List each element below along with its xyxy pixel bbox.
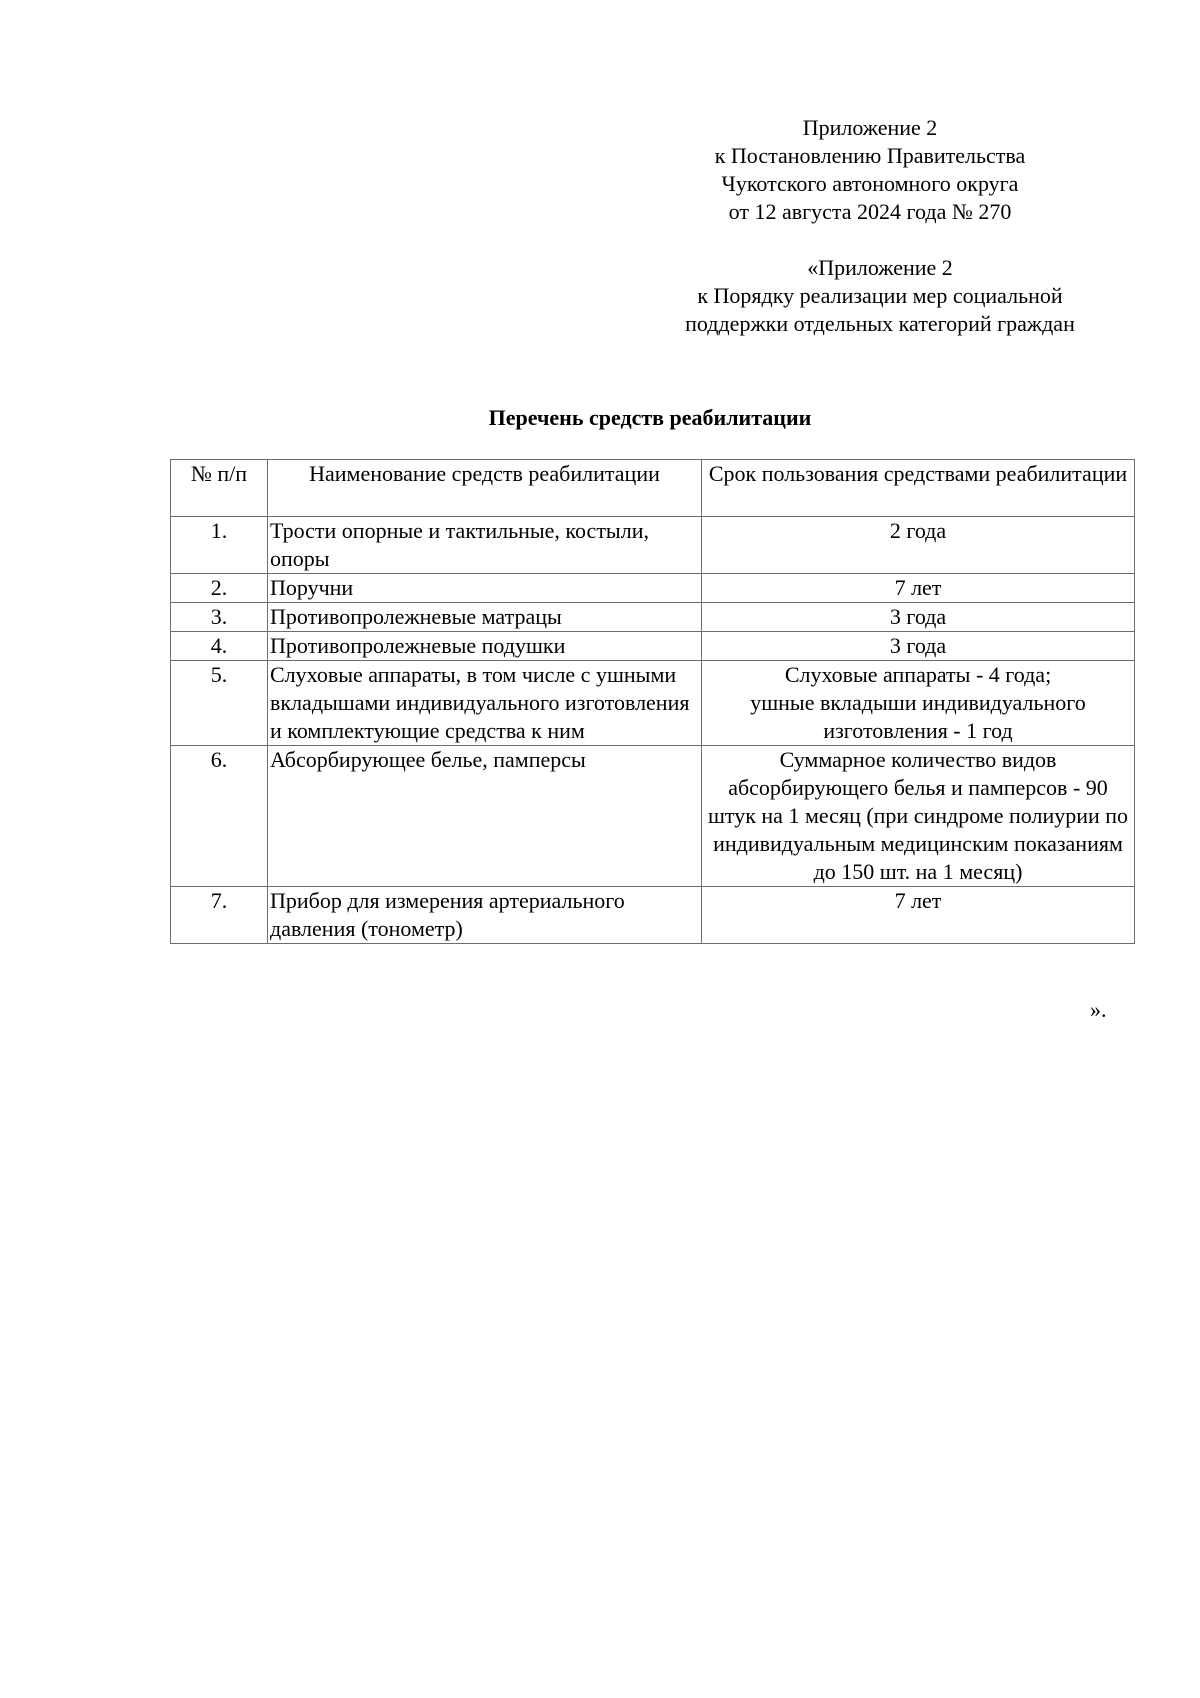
order-annex-header xyxy=(660,254,1100,338)
annex-line: от 12 августа 2024 года № 270 xyxy=(728,199,1012,224)
row-name: Прибор для измерения артериального давления (тонометр) xyxy=(268,887,702,944)
row-name: Слуховые аппараты, в том числе с ушными вкладышами индивидуального изготовления и комплектующие средства к ним xyxy=(268,661,702,746)
table-row xyxy=(171,746,1135,887)
row-number: 4. xyxy=(171,632,268,661)
row-term: 3 года xyxy=(702,632,1135,661)
row-name: Противопролежневые матрацы xyxy=(268,603,702,632)
row-number: 6. xyxy=(171,746,268,887)
annex-line: Приложение 2 xyxy=(802,115,938,140)
row-term-line: Слуховые аппараты - 4 года; xyxy=(784,662,1052,687)
row-number: 7. xyxy=(171,887,268,944)
row-number: 2. xyxy=(171,574,268,603)
row-name: Поручни xyxy=(268,574,702,603)
row-term xyxy=(702,661,1135,746)
row-name: Трости опорные и тактильные, костыли, опоры xyxy=(268,517,702,574)
column-header-number: № п/п xyxy=(171,460,268,517)
row-name: Абсорбирующее белье, памперсы xyxy=(268,746,702,887)
row-term-line: ушные вкладыши индивидуального изготовления - 1 год xyxy=(750,690,1086,743)
row-term: 7 лет xyxy=(702,887,1135,944)
order-annex-line: «Приложение 2 xyxy=(807,255,953,280)
table-row xyxy=(171,517,1135,574)
order-annex-line: поддержки отдельных категорий граждан xyxy=(685,311,1075,336)
row-term: 7 лет xyxy=(702,574,1135,603)
column-header-term: Срок пользования средствами реабилитации xyxy=(702,460,1135,517)
order-annex-line: к Порядку реализации мер социальной xyxy=(697,283,1063,308)
row-name: Противопролежневые подушки xyxy=(268,632,702,661)
row-term: Суммарное количество видов абсорбирующего белья и памперсов - 90 штук на 1 месяц (при синдроме полиурии по индивидуальным медицинским показаниям до 150 шт. на 1 месяц) xyxy=(702,746,1135,887)
row-number: 3. xyxy=(171,603,268,632)
row-number: 1. xyxy=(171,517,268,574)
table-row xyxy=(171,603,1135,632)
rehabilitation-table xyxy=(170,459,1135,944)
annex-line: к Постановлению Правительства xyxy=(714,143,1026,168)
table-row xyxy=(171,887,1135,944)
table-row xyxy=(171,632,1135,661)
document-title: Перечень средств реабилитации xyxy=(488,405,812,430)
table-row xyxy=(171,574,1135,603)
table-row xyxy=(171,661,1135,746)
annex-header xyxy=(670,114,1070,226)
row-number: 5. xyxy=(171,661,268,746)
row-term: 2 года xyxy=(702,517,1135,574)
closing-quote: ». xyxy=(1090,997,1107,1022)
column-header-name: Наименование средств реабилитации xyxy=(268,460,702,517)
annex-line: Чукотского автономного округа xyxy=(721,171,1019,196)
row-term: 3 года xyxy=(702,603,1135,632)
table-header-row xyxy=(171,460,1135,517)
